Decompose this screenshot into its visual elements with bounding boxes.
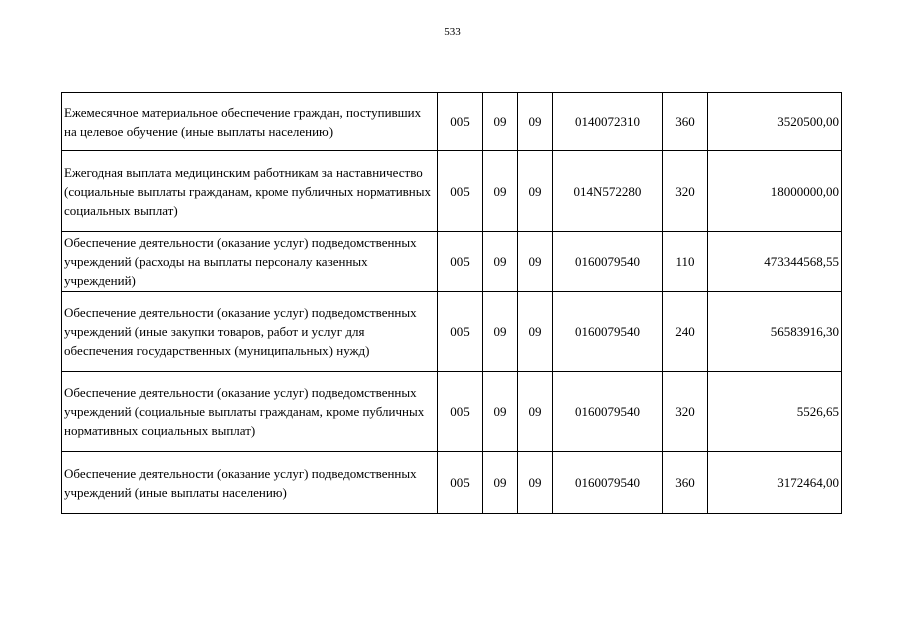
section-code-cell: 09 [483,232,518,292]
table-row [62,452,842,514]
ministry-code-cell: 005 [438,292,483,372]
subsection-code-cell: 09 [518,372,553,452]
ministry-code-cell: 005 [438,372,483,452]
section-code-cell: 09 [483,372,518,452]
budget-table [61,92,842,514]
section-code-cell: 09 [483,151,518,232]
target-article-cell: 0140072310 [553,93,663,151]
amount-cell: 473344568,55 [708,232,842,292]
expense-name-cell: Обеспечение деятельности (оказание услуг) подведомственных учреждений (социальные выплаты гражданам, кроме публичных нормативных социальных выплат) [62,372,438,452]
subsection-code-cell: 09 [518,452,553,514]
ministry-code-cell: 005 [438,452,483,514]
amount-cell: 18000000,00 [708,151,842,232]
expense-type-cell: 110 [663,232,708,292]
table-row [62,151,842,232]
expense-name-cell: Ежегодная выплата медицинским работникам за наставничество (социальные выплаты гражданам, кроме публичных нормативных социальных выплат) [62,151,438,232]
target-article-cell: 0160079540 [553,452,663,514]
section-code-cell: 09 [483,93,518,151]
expense-name-cell: Обеспечение деятельности (оказание услуг) подведомственных учреждений (иные закупки товаров, работ и услуг для обеспечения государственных (муниципальных) нужд) [62,292,438,372]
amount-cell: 56583916,30 [708,292,842,372]
target-article-cell: 0160079540 [553,292,663,372]
expense-name-cell: Ежемесячное материальное обеспечение граждан, поступивших на целевое обучение (иные выплаты населению) [62,93,438,151]
ministry-code-cell: 005 [438,151,483,232]
subsection-code-cell: 09 [518,232,553,292]
subsection-code-cell: 09 [518,292,553,372]
page-number: 533 [444,26,461,38]
target-article-cell: 0160079540 [553,372,663,452]
ministry-code-cell: 005 [438,232,483,292]
ministry-code-cell: 005 [438,93,483,151]
expense-type-cell: 320 [663,151,708,232]
amount-cell: 5526,65 [708,372,842,452]
expense-type-cell: 360 [663,452,708,514]
table-row [62,292,842,372]
target-article-cell: 014N572280 [553,151,663,232]
table-row [62,93,842,151]
expense-type-cell: 360 [663,93,708,151]
section-code-cell: 09 [483,292,518,372]
expense-name-cell: Обеспечение деятельности (оказание услуг) подведомственных учреждений (иные выплаты населению) [62,452,438,514]
target-article-cell: 0160079540 [553,232,663,292]
expense-name-cell: Обеспечение деятельности (оказание услуг) подведомственных учреждений (расходы на выплаты персоналу казенных учреждений) [62,232,438,292]
amount-cell: 3520500,00 [708,93,842,151]
table-row [62,232,842,292]
expense-type-cell: 240 [663,292,708,372]
section-code-cell: 09 [483,452,518,514]
table-row [62,372,842,452]
subsection-code-cell: 09 [518,151,553,232]
expense-type-cell: 320 [663,372,708,452]
subsection-code-cell: 09 [518,93,553,151]
amount-cell: 3172464,00 [708,452,842,514]
